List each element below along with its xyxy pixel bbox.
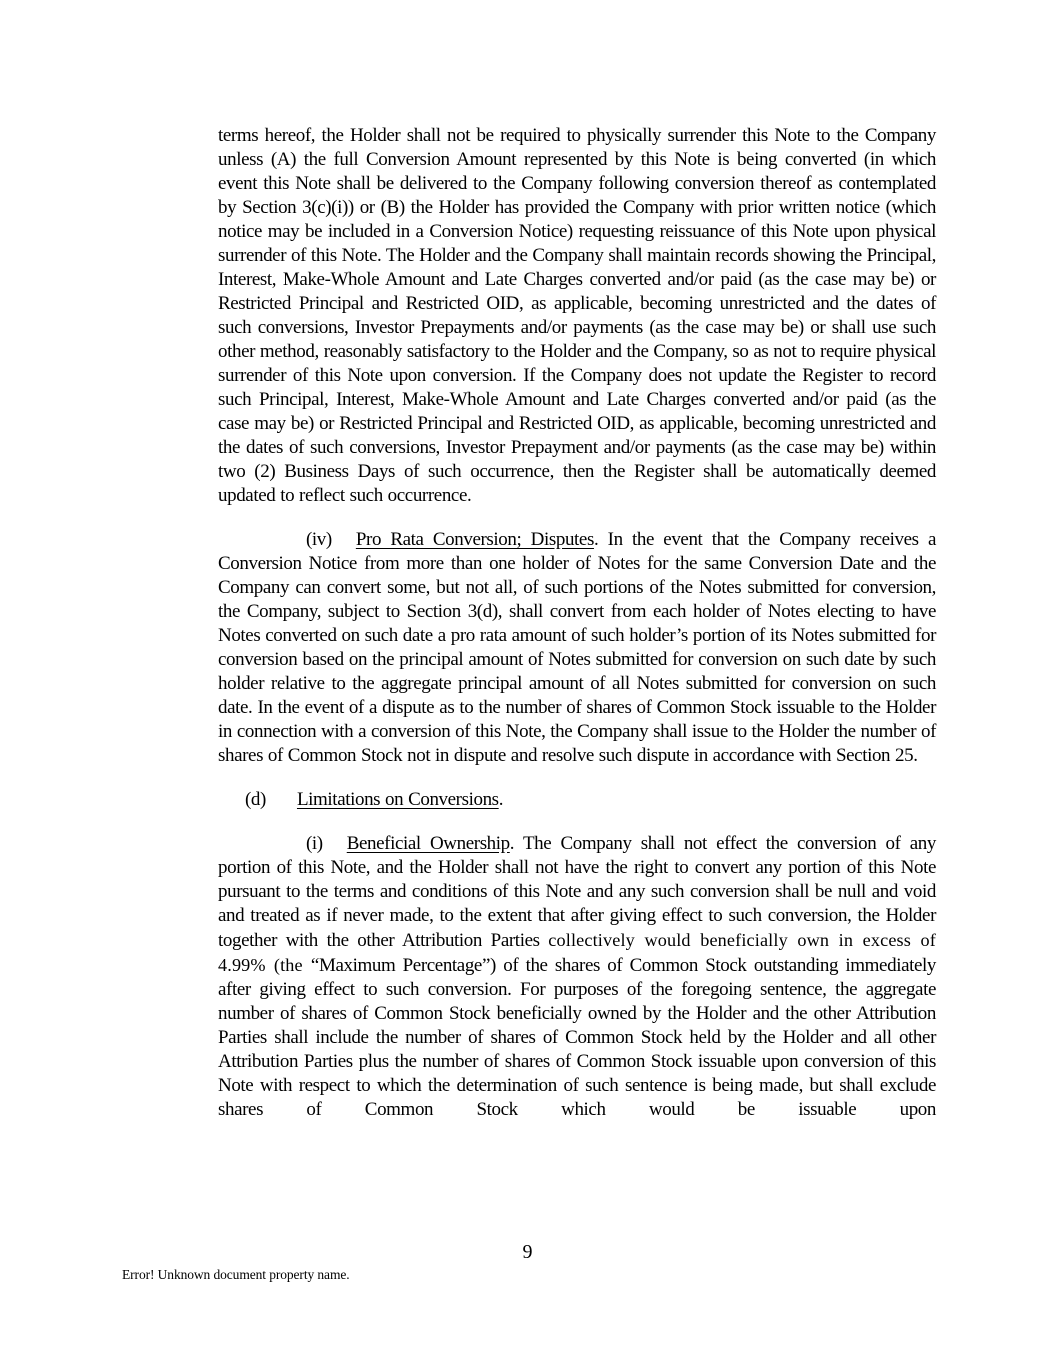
tab-spacer <box>266 804 297 805</box>
page-number: 9 <box>522 1241 533 1263</box>
section-iv-heading: Pro Rata Conversion; Disputes <box>355 529 594 550</box>
section-i-heading: Beneficial Ownership <box>346 833 510 854</box>
tab-spacer <box>218 544 306 545</box>
section-iv-paragraph <box>218 528 936 768</box>
paragraph-continuation <box>218 124 936 508</box>
footer-error-note: Error! Unknown document property name. <box>122 1267 350 1282</box>
section-i-body-part1: The Company shall not effect the conversion of any portion of this Note, and the Holder shall not have the right to convert any portion of this Note pursuant to the terms and conditions of this Note and any such conversion shall be null and void and treated as if never made, to the extent that after giving effect to such conversion, the Holder together with the other Attribution Parties <box>218 833 936 951</box>
section-i-paragraph <box>218 832 936 1122</box>
section-i-body-altfont: collectively would beneficially own in excess of 4.99% (the <box>218 930 936 975</box>
section-i-body-part2: ) of the shares of Common Stock outstanding immediately after giving effect to such conversion. For purposes of the foregoing sentence, the aggregate number of shares of Common Stock beneficially owned by the Holder and the other Attribution Parties shall include the number of shares of Common Stock held by the Holder and all other Attribution Parties plus the number of shares of Common Stock issuable upon conversion of this Note with respect to which the determination of such sentence is being made, but shall exclude shares of Common Stock which would be issuable upon <box>218 955 936 1120</box>
section-i-heading-period: . <box>509 833 515 854</box>
tab-spacer <box>323 848 347 849</box>
section-d-heading-period: . <box>498 789 504 810</box>
maximum-percentage-defined-term: “Maximum Percentage” <box>310 955 490 976</box>
section-iv-label: (iv) <box>306 529 332 550</box>
paragraph-continuation-text: terms hereof, the Holder shall not be required to physically surrender this Note to the Company unless (A) the full Conversion Amount represented by this Note is being converted (in which event this Note shall be delivered to the Company following conversion thereof as contemplated by Section 3(c)(i)) or (B) the Holder has provided the Company with prior written notice (which notice may be included in a Conversion Notice) requesting reissuance of this Note upon physical surrender of this Note. The Holder and the Company shall maintain records showing the Principal, Interest, Make-Whole Amount and Late Charges converted and/or paid (as the case may be) or Restricted Principal and Restricted OID, as applicable, becoming unrestricted and the dates of such conversions, Investor Prepayments and/or payments (as the case may be) or shall use such other method, reasonably satisfactory to the Holder and the Company, so as not to require physical surrender of this Note upon conversion. If the Company does not update the Register to record such Principal, Interest, Make-Whole Amount and Late Charges converted and/or paid (as the case may be) or Restricted Principal and Restricted OID, as applicable, becoming unrestricted and the dates of such conversions, Investor Prepayment and/or payments (as the case may be) within two (2) Business Days of such occurrence, then the Register shall be automatically deemed updated to reflect such occurrence. <box>218 125 936 506</box>
section-d-heading: Limitations on Conversions <box>296 789 499 810</box>
section-i-label: (i) <box>306 833 323 854</box>
tab-spacer <box>332 544 356 545</box>
section-d-label: (d) <box>245 789 266 810</box>
section-iv-heading-period: . <box>593 529 599 550</box>
section-d-heading-line <box>218 788 936 812</box>
document-body <box>218 124 936 1122</box>
section-iv-body: In the event that the Company receives a Conversion Notice from more than one holder of Notes for the same Conversion Date and the Company can convert some, but not all, of such portions of the Notes submitted for conversion, the Company, subject to Section 3(d), shall convert from each holder of Notes electing to have Notes converted on such date a pro rata amount of such holder’s portion of its Notes submitted for conversion based on the principal amount of Notes submitted for conversion on such date by such holder relative to the aggregate principal amount of all Notes submitted for conversion on such date. In the event of a dispute as to the number of shares of Common Stock issuable to the Holder in connection with a conversion of this Note, the Company shall issue to the Holder the number of shares of Common Stock not in dispute and resolve such dispute in accordance with Section 25. <box>218 529 937 766</box>
tab-spacer <box>218 848 306 849</box>
tab-spacer <box>218 804 245 805</box>
